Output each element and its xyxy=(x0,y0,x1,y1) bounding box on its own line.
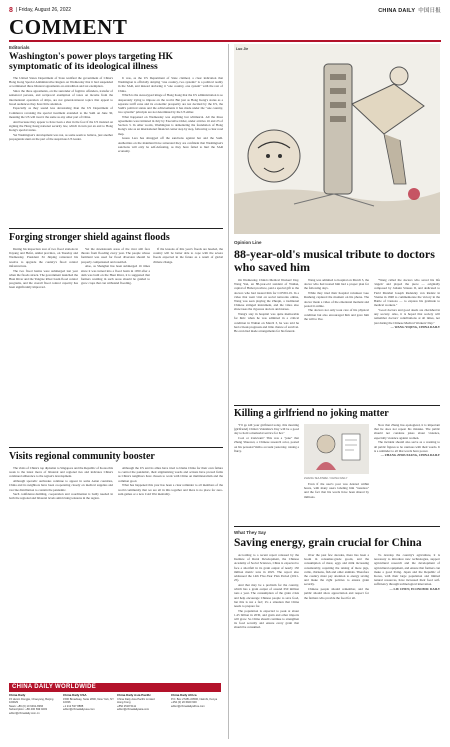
paragraph: And that may be a problem for the country, which has a grain output of around 650 million tons a year. The consumption of the grain crisis and help encourage Chinese people to save food, but this is not a fact; it's a situation that China needs to prepare for. xyxy=(234,582,299,608)
signoff: — LIU CHUN, ECONOMIC DAILY xyxy=(389,587,440,592)
paragraph: Cool or irrelevant? This was a "joke" that Zhang Shuowei, a Chinese research actor, posted on his personal Weibo account yesterday, raising a flurry. xyxy=(234,436,299,453)
paragraph: The United States Department of State testified the government of China's Hong Kong Special Administrative Region on Wednesday that it had suspended or terminated three bilateral agreements on extradition and tax exemption. xyxy=(9,76,113,89)
office-line: editor@chinadaily.com.cn xyxy=(9,711,40,715)
signoff: — ZHANG ZHOUXIANG, CHINA DAILY xyxy=(380,453,440,458)
paragraph: Wang was admitted to hospital on March 3, the doctor who had treated him had a proper plan for the following days. xyxy=(304,278,369,291)
paragraph: On Wednesday, China's Medical Workers' Day, Wang Yan, an 88-year-old resident of Wuhan, capital of Hubei province, paid a special gift to the doctors who had treated him for COVID-19. In a video that went viral on social networks online, Wang was seen playing the Zhuqin, a traditional Chinese stringed instrument, and the video also showcases the vigorous doctors and nurses. xyxy=(234,278,299,312)
paragraph: Although sporadic outbreaks continue to appear in some Asian countries, China and its neighbors have been cooperating closely on medical supplies and vaccine distribution to contain the pandemic. xyxy=(9,479,113,492)
opinion-kicker: What They Say xyxy=(234,530,267,535)
editorial1-headline: Washington's power ploys targeting HK symptomatic of its ideological illness xyxy=(9,51,174,73)
paragraph: Guess Lara has shrugged off the sanctions against her and the SAR. Authorities on the mainland have reiterated they are confident that Washington's sanctions will only be self-defeating, as they have failed to hurt the SAR economy. xyxy=(118,136,223,153)
editorial3-headline: Visits regional community booster xyxy=(9,451,155,462)
editorial1-col2 xyxy=(118,76,223,224)
opinion3-col2 xyxy=(304,553,369,739)
paragraph: The population is expected to peak at about 1.45 billion in 2030, and grain and other imports will grow. So China should continue to strengthen its food security and ensure every grain that should be consumed. xyxy=(234,608,299,630)
office-name: China Daily Africa xyxy=(171,693,197,697)
cartoon-credit: Luo Jie xyxy=(236,47,249,51)
issue-date: | Friday, August 26, 2022 xyxy=(15,7,72,13)
paper-name-cn: 中国日报 xyxy=(418,8,441,14)
opinion3-headline: Saving energy, grain crucial for China xyxy=(234,537,422,549)
page-number: 8 xyxy=(9,6,13,14)
paragraph: Wang's stay in hospital was quite memorable for him: when he was admitted in a critical condition in Wuhan on March 3, he was told he had a bleak prognosis and little chance of survival. He even had made arrangements for his funeral. xyxy=(234,312,299,333)
office-line: Hong Kong xyxy=(117,701,131,705)
paragraph: Since the three agreements, on the surrender of fugitive offenders, transfer of sentenced persons, and reciprocal exemption of taxes on income from the international operation of ships, are not general-interest topics that appeal to broad audiences they have little attention. xyxy=(9,89,113,106)
editorial-cartoon xyxy=(234,44,440,234)
editorial-kicker: Editorials xyxy=(9,45,30,50)
opinion1-col2 xyxy=(304,278,369,406)
footer-office xyxy=(117,694,169,712)
editorial1-col1 xyxy=(9,76,113,224)
paragraph: Such confidence-building, cooperation and coordination is badly needed in both the regional and bilateral levels amid rising tensions in the region. xyxy=(9,492,113,501)
editorial2-col3 xyxy=(153,247,223,443)
office-line: +254 (0) 20 6920 900 xyxy=(171,701,197,705)
opinion2-col2 xyxy=(304,482,369,523)
editorial2-headline: Forging stronger shield against floods xyxy=(9,232,170,243)
paragraph: Although the US and its allies have tried to blame China for their own failure to control the pandemic, their stigmatizing words and actions have proved futile as China's neighbors have chosen to work with China on multilateralism and the common good. xyxy=(118,466,223,483)
footer-office xyxy=(9,694,61,716)
opinion2-headline: Killing a girlfriend no joking matter xyxy=(234,408,389,419)
opinion2-col1 xyxy=(234,423,299,523)
editorial2-col1 xyxy=(9,247,78,443)
office-line: P.O. Box 27281-00506, Nairobi, Kenya xyxy=(171,697,218,701)
footer-bar: CHINA DAILY WORLDWIDE xyxy=(9,683,221,692)
divider xyxy=(234,405,440,406)
office-line: +1 212 537 8888 xyxy=(63,704,84,708)
paragraph: Also, as Shanghai has been submerged 16 times since it was turned into a flood basin in 1950 after a dam was built on the Huai River, it is suggested that farmers residing in such areas should be guided to grow crops that can withstand flooding. xyxy=(81,264,150,286)
cartoon-illustration xyxy=(234,44,440,234)
paragraph: To develop the country's agriculture, it is necessary to introduce new technologies, support agricultural research and the development of agricultural equipment, and ensure that farmers can make a good living. Japan and the Republic of Korea, with their large population and limited natural resources, have increased their food self-sufficiency through technological innovation. xyxy=(374,553,440,587)
opinion1-col3 xyxy=(374,278,440,406)
editorial3-col2 xyxy=(118,466,223,678)
paragraph: During his inspection tour of two flood stations in Jiayang and Hefei, Anhui province, on Tuesday and Wednesday, President Xi Jinping reiterated his resolve to upgrade the country's flood control infrastructure. xyxy=(9,247,78,268)
paragraph: The doctors not only took care of his physical condition but also encouraged him and gave him the will to live. xyxy=(304,308,369,321)
opinion2-col3 xyxy=(374,423,440,523)
office-name: China Daily Asia Pacific xyxy=(117,693,151,697)
opinion1-col1 xyxy=(234,278,299,406)
office-line: editor@chinadailyasia.com xyxy=(117,708,150,712)
paragraph: "Wang called the doctors who saved his life 'angels' and played the piece — originally composed by Johann Strauss II, and dedicated to Field Marshal Joseph Radetzky von Radetz in Vienna in 1848 to commemorate the victory in the Battle of Custoza — to express his gratitude to medical workers." xyxy=(374,278,440,308)
footer-office xyxy=(171,694,223,708)
office-line: China Daily Asia Pacific Limited xyxy=(117,697,155,701)
image-caption: ZHANG SHUOWEI / CHINA DAILY xyxy=(304,476,348,480)
office-line: +852 2518 5111 xyxy=(117,704,137,708)
section-rule xyxy=(9,40,441,42)
opinion-kicker: Opinion Line xyxy=(234,240,262,245)
signoff: — WANG YIQING, CHINA DAILY xyxy=(390,325,440,330)
office-line: 15 Huixin Dongjie, Chaoyang, Beijing 100029 xyxy=(9,697,54,705)
paragraph: Especially as they sound less devastating than the US Department of Commerce revoking the special treatment extended to the SAR on June 30, meaning the US will treat it the same as any other part of China. xyxy=(9,106,113,119)
opinion1-headline: 88-year-old's musical tribute to doctors who saved him xyxy=(234,247,435,274)
paragraph: Now that Zhang has apologized, it is important that he does not repeat his mistake. The public should not condone jokes about violence, especially violence against women. xyxy=(374,423,440,440)
illustration-graphic xyxy=(304,424,369,474)
divider xyxy=(234,526,440,527)
divider xyxy=(9,447,223,448)
paragraph: "I'll go kill your girlfriend today, this morning (girlfriend) China's Valentine's Day will be a good day to hold a memorial service for her." xyxy=(234,423,299,436)
office-name: China Daily USA xyxy=(63,693,87,697)
paragraph: The two flood basins were submerged last year when the floods struck. The government launched the Huai River and the Yangtze River basin flood control programs, and the overall flood control capacity has been significantly improved. xyxy=(9,268,78,290)
opinion2-illustration xyxy=(304,424,369,474)
paragraph: What happened on Wednesday was anything but whimsical. All the three agreements were initiated in July by Executive Order, under articles 16 and 23 of Section 3. In other words, Washington is demonizing the foundation of Hong Kong's role as an international financial center step by step, following a clear road map. xyxy=(118,114,223,136)
office-line: 1500 Broadway, Suite 2800, New York, NY 10036 xyxy=(63,697,114,705)
office-name: China Daily xyxy=(9,693,26,697)
paragraph: The visits of China's top diplomat to Singapore and the Republic of Korea this week is the latest move of bilateral and regional ties and indicates China's continued adherence to the region's development. xyxy=(9,466,113,479)
office-line: Subscription: +86 400 699 0203 xyxy=(9,708,48,712)
column-separator xyxy=(228,44,229,739)
editorial2-col2 xyxy=(81,247,150,443)
section-title: COMMENT xyxy=(9,15,128,39)
opinion3-col3 xyxy=(374,553,440,739)
paragraph: "Good doctors and good deeds are cherished in any society. Also, it is hoped that society will remember doctors' contributions at all times, not just during the Chinese Medical Workers' Day." xyxy=(374,307,440,325)
paragraph: It was, as the US Department of State claimed, a clear indication that Washington is officially denying "one country, two systems" is a political reality in the SAR, and instead declaring it "one country, one system" with the rest of China. xyxy=(118,76,223,93)
footer-office xyxy=(63,694,115,712)
office-line: News: +86 (0) 10 6491-8366 xyxy=(9,704,44,708)
paragraph: Yet Washington's development was not, as some seem to believe, just another propaganda stunt on the part of the suspicious US leader. xyxy=(9,132,113,141)
paragraph: Over the past few decades, there has been a boom in consumer-grade goods, and the consumption of meat, eggs and milk increasing considerably, requiring the raising of more pigs, cattle, chickens, fish and other animals. Therefore the country must pay attention to energy saving and make the right policies to ensure grain security. xyxy=(304,553,369,587)
editorial3-col1 xyxy=(9,466,113,678)
paper-name-block xyxy=(378,6,441,14)
opinion3-col1 xyxy=(234,553,299,739)
paragraph: Chinese people should remember, and the public should show appreciation and respect for the farmers who provide the food for all. xyxy=(304,587,369,600)
masthead xyxy=(9,5,441,15)
paragraph: The incident should also serve as a warning to all public figures to be cautious with their words. It is a reminder to all that words have power. xyxy=(374,440,440,453)
office-line: editor@chinadailyusa.com xyxy=(63,708,95,712)
paragraph: What has happened this year has been a clear reminder to all members of the world community that we are all in this together and there is no place for zero-sum games or a new Cold War mentality. xyxy=(118,483,223,496)
office-line: editor@chinadailyafrica.com xyxy=(171,704,205,708)
paragraph: While they tried their hospital volunteer Guo Rusheng captured the moment on his phone. The doctor made a video of the emotional moment and posted it online. xyxy=(304,291,369,308)
paragraph: And because they appear to have been a shot in the foot if the US insisted on signing the Hong Kong national security law, which in turn put an end to Hong Kong's special status. xyxy=(9,119,113,132)
paragraph: According to a recent report released by the Institute of Rural Development, the Chinese Academy of Social Sciences, China is expected to face a shortfall in its grain output of nearly 130 million metric tons in 2025. The report also addressed the 14th Five-Year Plan Period (2021-25). xyxy=(234,553,299,583)
divider xyxy=(9,228,223,229)
paragraph: Even if the user's post was deleted within hours, with many users labeling him "tasteless" and the fact that his words have been shared by millions. xyxy=(304,482,369,499)
paragraph: Yet the downstream areas of the river still face threats from flooding every year. The people whose farmland was used for flood diversion should be properly compensated and resettled. xyxy=(81,247,150,264)
paragraph: Which is the stereotyped image of Hong Kong that the US administration is so desperately trying to impose on the world. But just as Hong Kong's status as a separate tariff zone and its economic prosperity are not decided by the US, the SAR's political status and the achievements it has made under the "one country, two systems" principle are not determined by the US either. xyxy=(118,93,223,115)
paper-name: CHINA DAILY xyxy=(378,8,416,14)
paragraph: If the lessons of this year's floods are heeded, the country will be better able to cope with the severe floods expected in the future as a result of global climate change. xyxy=(153,247,223,264)
